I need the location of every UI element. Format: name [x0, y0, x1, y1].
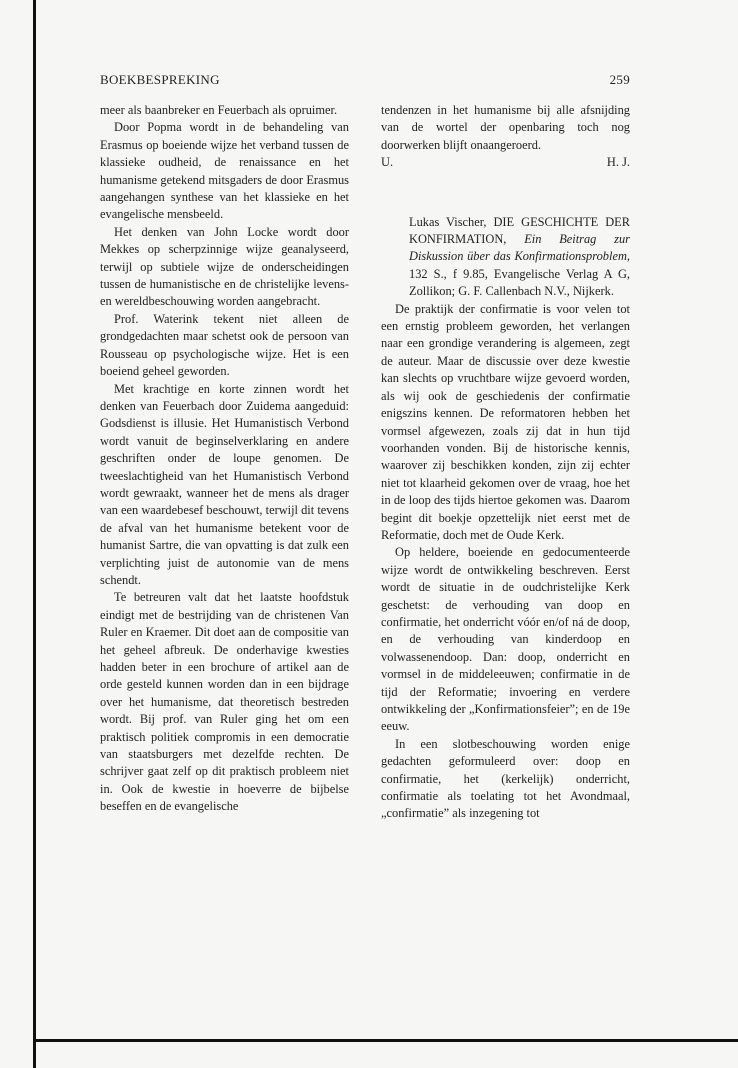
review-heading [409, 214, 630, 301]
scan-left-edge [33, 0, 36, 1068]
page-number: 259 [609, 72, 630, 87]
paragraph: tendenzen in het humanisme bij alle afsnijding van de wortel der openbaring toch nog doorwerken blijft onaangeroerd. [381, 103, 630, 152]
paragraph: Met krachtige en korte zinnen wordt het denken van Feuerbach door Zuidema aangeduid: Godsdienst is illusie. Het Humanistisch Verbond wordt vanuit de beginselverklaring en andere geschriften onder de loupe genomen. De tweeslachtigheid van het Humanistisch Verbond wordt gewraakt, wanneer het de mens als drager van een waardebesef beschouwt, terwijl dit tevens de afval van het humanisme betekent voor de humanist Sartre, die van opvatting is dat zulk een verplichting juist de autonomie van de mens schendt. [100, 381, 349, 587]
paragraph: Het denken van John Locke wordt door Mekkes op scherpzinnige wijze geanalyseerd, terwijl op subtiele wijze de onderscheidingen tussen de humanistische en de christelijke levens- en wereldbeschouwing worden aangebracht. [100, 224, 349, 309]
review-title: DIE GESCHICHTE DER KONFIRMATION, [409, 214, 630, 247]
paragraph: Prof. Waterink tekent niet alleen de grondgedachten maar schetst ook de persoon van Rousseau op psychologische wijze. Het is een boeiend geheel geworden. [100, 311, 349, 379]
paragraph: Door Popma wordt in de behandeling van Erasmus op boeiende wijze het verband tussen de klassieke oudheid, de renaissance en het humanisme getekend mitsgaders de door Erasmus aangehangen synthese van het klassieke en het evangelische mensbeeld. [100, 120, 349, 222]
running-head-title: BOEKBESPREKING [100, 72, 220, 87]
paragraph: Op heldere, boeiende en gedocumenteerde wijze wordt de ontwikkeling beschreven. Eerst wordt de situatie in de oudchristelijke Kerk geschetst: de verhouding van doop en confirmatie, het onderricht vóór en/of ná de doop, en de verhouding van kinderdoop en volwassenendoop. Dan: doop, onderricht en vormsel in de middeleeuwen; confirmatie in de tijd der Reformatie; invoering en verdere ontwikkeling der „Konfirmationsfeier”; en de 19e eeuw. [381, 545, 630, 734]
right-column [381, 102, 630, 823]
columns [100, 102, 630, 823]
paragraph: In een slotbeschouwing worden enige gedachten geformuleerd over: doop en confirmatie, het (kerkelijk) onderricht, confirmatie als toelating tot het Avondmaal, „confirmatie” als inzegening tot [381, 736, 630, 821]
running-head [100, 72, 630, 88]
left-column [100, 102, 349, 823]
signature-left: U. [381, 155, 394, 170]
signature-line [381, 154, 630, 171]
paragraph: Te betreuren valt dat het laatste hoofdstuk eindigt met de bestrijding van de christenen Van Ruler en Kraemer. Dit doet aan de compositie van het geheel afbreuk. De onderhavige kwesties hadden beter in een brochure of artikel aan de orde gesteld kunnen worden dan in een bijdrage over het humanisme, dat theoretisch bestreden wordt. Bij prof. van Ruler ging het om een praktisch politiek compromis in een democratie van staatsburgers met dezelfde rechten. De schrijver gaat zelf op dit praktisch probleem niet in. Ook de kwestie in hoeverre de bijbelse beseffen en de evangelische [100, 590, 349, 814]
signature-right: H. J. [606, 155, 630, 170]
scan-bottom-edge [33, 1039, 738, 1042]
paragraph: De praktijk der confirmatie is voor velen tot een ernstig probleem geworden, het verlangen naar een grondige verandering is algemeen, zegt de auteur. Maar de discussie over deze kwestie kan slechts op vruchtbare wijze gevoerd worden, als wij ook de geschiedenis der confirmatie enigszins kennen. De reformatoren hebben het vormsel afgewezen, zoals zij dat in hun tijd voorhanden vonden. Bij de historische kennis, waarover zij beschikken konden, zijn zij echter niet tot klaarheid gekomen over de vraag, hoe het in de loop des tijds hiertoe gekomen was. Daarom begint dit boekje opzettelijk niet eerst met de Reformatie, doch met de Oude Kerk. [381, 301, 630, 542]
review-subtitle: Ein Beitrag zur Diskussion über das Konfirmationsproblem, [409, 232, 630, 264]
page [100, 72, 630, 823]
paragraph: meer als baanbreker en Feuerbach als opruimer. [100, 103, 338, 117]
review-details: 132 S., f 9.85, Evangelische Verlag A G, Zollikon; G. F. Callenbach N.V., Nijkerk. [409, 266, 630, 299]
review-author: Lukas Vischer, [409, 214, 487, 229]
